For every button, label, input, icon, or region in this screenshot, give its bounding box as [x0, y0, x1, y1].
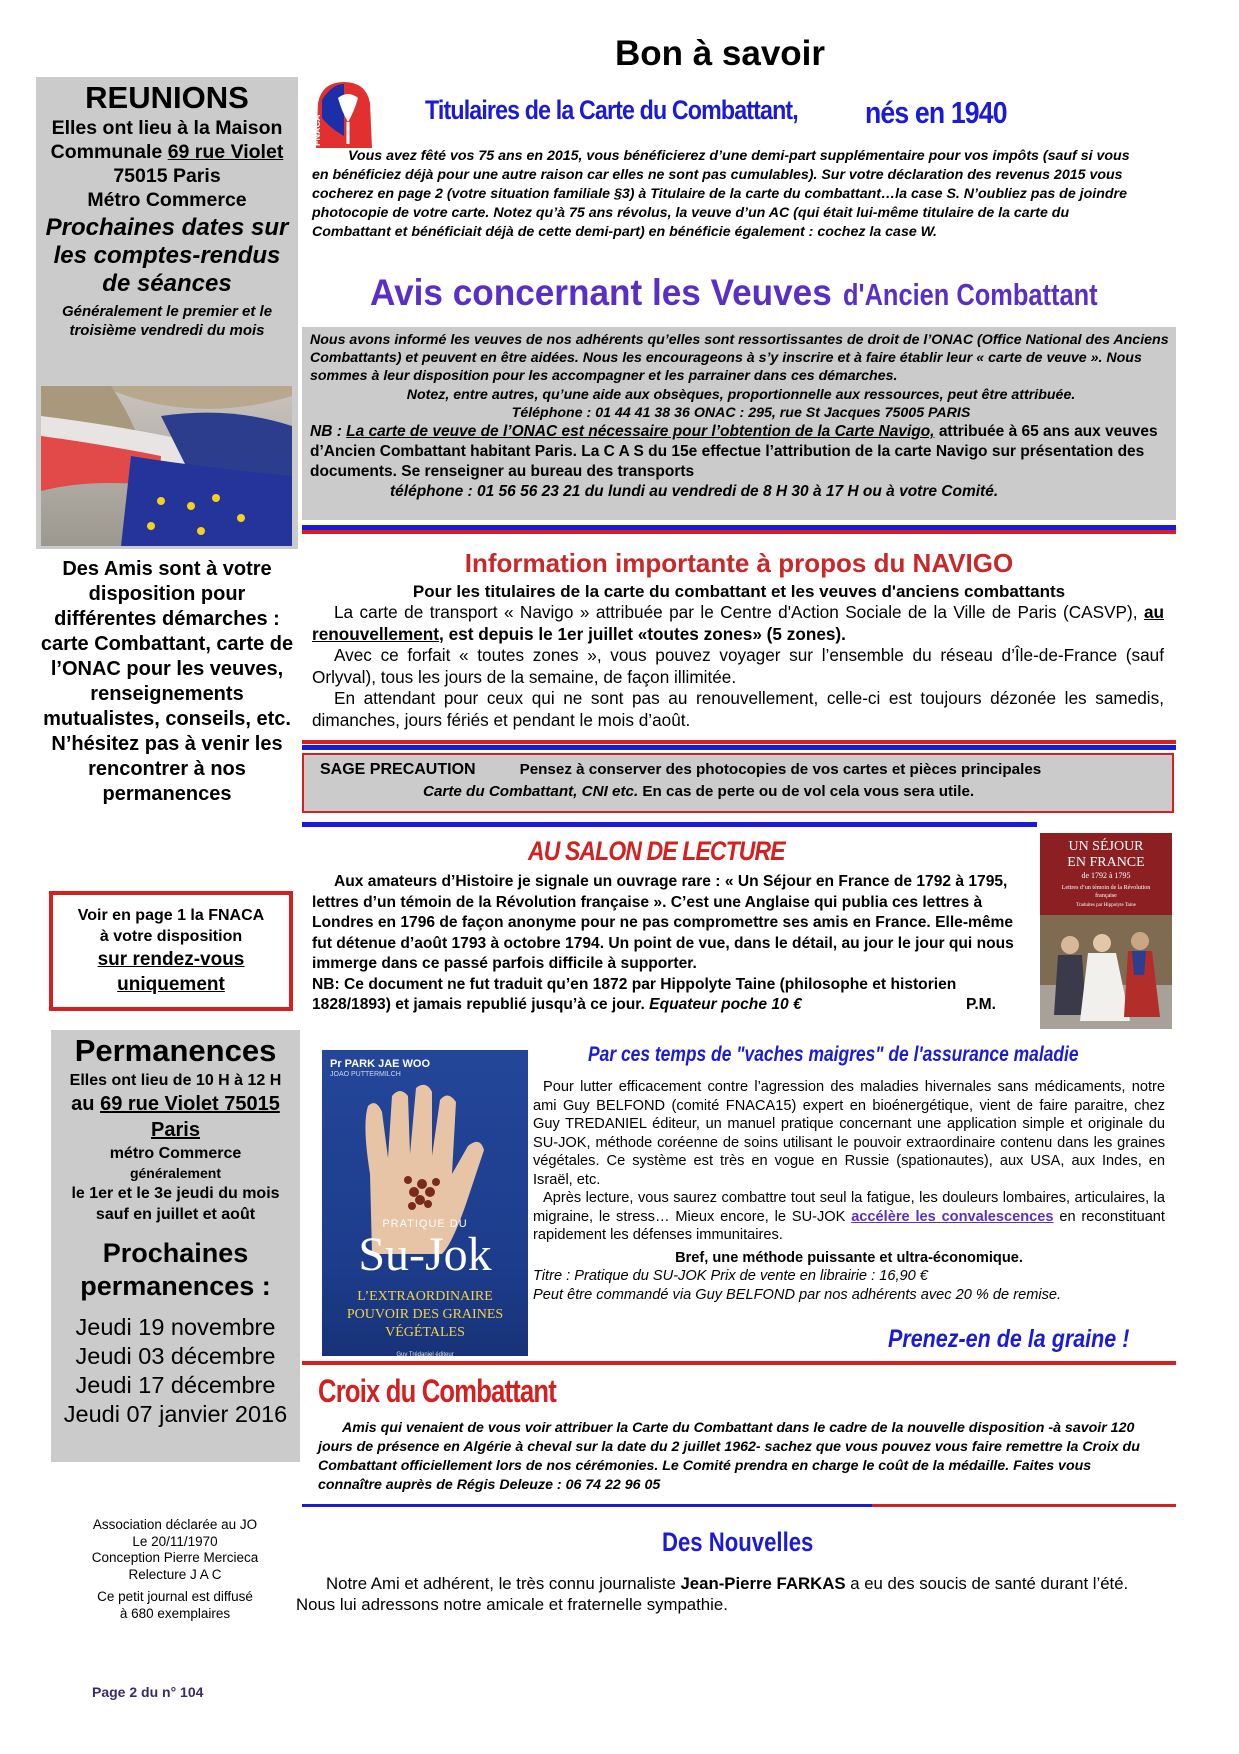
reunions-metro: Métro Commerce: [87, 189, 247, 211]
permanences-title: Permanences: [74, 1033, 277, 1068]
reunions-next-dates: Prochaines dates sur les comptes-rendus de séances: [45, 214, 289, 297]
divider-blue: [302, 822, 1037, 827]
croix-title: Croix du Combattant: [318, 1373, 556, 1409]
nouvelles-body: Notre Ami et adhérent, le très connu journaliste Jean-Pierre FARKAS a eu des soucis de santé durant l’été. Nous lui adressons notre amicale et fraternelle sympathie.: [296, 1574, 1129, 1614]
sujok-title: Par ces temps de "vaches maigres" de l'assurance maladie: [588, 1043, 1079, 1066]
rdv-box: [49, 891, 293, 1011]
rdv-line1: Voir en page 1 la FNACA: [77, 907, 265, 924]
veuves-title-b: d'Ancien Combattant: [842, 277, 1098, 312]
veuves-p3: Téléphone : 01 44 41 38 36 ONAC : 295, rue St Jacques 75005 PARIS: [511, 404, 971, 421]
sujok-p5: Peut être commandé via Guy BELFOND par nos adhérents avec 20 % de remise.: [533, 1286, 1062, 1303]
navigo-body: [312, 602, 1164, 731]
reunions-address: 69 rue Violet: [167, 141, 284, 163]
carte1940-body: Vous avez fêté vos 75 ans en 2015, vous bénéficierez d’une demi-part supplémentaire pour vos impôts (sauf si vous en bénéficiez déjà pour une autre raison car elles ne sont pas cumulables). Sur votre déclaration des revenus 2015 vous cocherez en page 2 (votre situation familiale §3) à Titulaire de la carte du combattant…la case S. N’oubliez pas de joindre photocopie de votre carte. Notez qu’à 75 ans révolus, la veuve d’un AC (qui était lui-même titulaire de la carte du Combattant et bénéficiait déjà de cette demi-part) en bénéficie également : cochez la case W.: [312, 148, 1130, 240]
amis-text: sont à votre disposition pour différentes démarches : carte Combattant, carte de l’ONAC pour les veuves, renseignements mutualistes, conseils, etc.: [40, 558, 294, 730]
divider-blue: [302, 745, 1176, 750]
divider-red: [872, 1504, 1176, 1507]
fnaca-logo: [308, 78, 380, 150]
permanences-line2: au 69 rue Violet 75015 Paris: [71, 1093, 280, 1141]
sage-label: SAGE PRECAUTION: [320, 761, 476, 778]
sage-line2: Carte du Combattant, CNI etc. En cas de perte ou de vol cela vous sera utile.: [423, 783, 975, 800]
navigo-subtitle: Pour les titulaires de la carte du combattant et les veuves d'anciens combattants: [412, 582, 1066, 601]
salon-p1: Aux amateurs d’Histoire je signale un ouvrage rare : « Un Séjour en France de 1792 à 1795, lettres d’un témoin de la Révolution française ». C’est une Anglaise qui publia ces lettres à Londres en 1796 de façon anonyme pour ne pas compromettre ses amis en France. Elle-même fut détenue d’août 1793 à octobre 1794. Un point de vue, dans le détail, au jour le jour qui nous immerge dans ce passé parfois difficile à supporter.: [312, 873, 1014, 972]
permanences-line6: sauf en juillet et août: [95, 1206, 256, 1223]
association-line6: à 680 exemplaires: [119, 1605, 231, 1621]
veuves-nb-bold: La carte de veuve de l’ONAC est nécessaire pour l’obtention de la Carte Navigo,: [346, 423, 935, 441]
book-cover-sejour: [1040, 833, 1172, 1029]
navigo-p1: La carte de transport « Navigo » attribuée par le Centre d'Action Sociale de la Ville de Paris (CASVP), au renouvellement, est depuis le 1er juillet «toutes zones» (5 zones).: [312, 602, 1164, 644]
veuves-p2: Notez, entre autres, qu’une aide aux obsèques, proportionnelle aux ressources, peut être attribuée.: [406, 386, 1076, 403]
nouvelles-title: Des Nouvelles: [662, 1527, 814, 1557]
permanences-dates: [51, 1303, 300, 1429]
book-sujok-author2: JOAO PUTTERMILCH: [330, 1071, 401, 1078]
reunions-content: [36, 80, 298, 340]
reunions-line1: Elles ont lieu à la Maison: [51, 117, 283, 139]
permanences-next-title: Prochaines permanences :: [80, 1238, 271, 1301]
croix-body: Amis qui venaient de vous voir attribuer la Carte du Combattant dans le cadre de la nouvelle disposition -à savoir 120 jours de présence en Algérie à cheval sur la date du 2 juillet 1962- sachez que vous pouvez vous faire remettre la Croix du Combattant officiellement lors de nos cérémonies. Le Comité prendra en charge le coût de la médaille. Faites vous connaître auprès de Régis Deleuze : 06 74 22 96 05: [318, 1420, 1140, 1493]
divider-blue: [302, 1504, 872, 1507]
navigo-title: Information importante à propos du NAVIGO: [464, 548, 1014, 578]
salon-nb: NB: Ce document ne fut traduit qu’en 1872 par Hippolyte Taine (philosophe et historien 1828/1893) et jamais republié jusqu’à ce jour. Equateur poche 10 € P.M.: [312, 975, 1032, 1016]
permanence-date: Jeudi 03 décembre: [75, 1343, 276, 1369]
association-line1: Association déclarée au JO: [92, 1517, 258, 1532]
divider-red: [302, 740, 1176, 744]
book-sujok-author: Pr PARK JAE WOO: [330, 1058, 431, 1070]
book-sujok-name: Su-Jok: [358, 1228, 492, 1281]
association-info: [70, 1517, 280, 1622]
carte1940-title: Titulaires de la Carte du Combattant,: [425, 95, 798, 125]
veuves-p1: Nous avons informé les veuves de nos adhérents qu’elles sont ressortissantes de droit de l’ONAC (Office National des Anciens Combattants) et peuvent en être aidées. Nous les encourageons à s’y inscrire et à faire établir leur « carte de veuve ». Nous sommes à leur disposition pour les accompagner et les parrainer dans ces démarches.: [310, 332, 1169, 385]
nouvelles-name: Jean-Pierre FARKAS: [680, 1574, 846, 1593]
veuves-nb: NB : La carte de veuve de l’ONAC est nécessaire pour l’obtention de la Carte Navigo, attribuée à 65 ans aux veuves d’Ancien Combattant habitant Paris. La C A S du 15e effectue l’attribution de la carte Navigo sur présentation des documents. Se renseigner au bureau des transports: [310, 423, 1158, 481]
book-sejour-title2: EN FRANCE: [1067, 855, 1145, 870]
veuves-title-a: Avis concernant les Veuves: [370, 272, 832, 313]
divider-red: [302, 530, 1176, 534]
veuves-content: [310, 331, 1172, 502]
salon-signature: P.M.: [965, 996, 996, 1013]
permanences-line5: le 1er et le 3e jeudi du mois: [71, 1185, 280, 1202]
divider-red: [302, 1361, 1176, 1365]
svg-text:FNACA: FNACA: [312, 114, 322, 146]
reunions-title: REUNIONS: [85, 80, 249, 115]
fnaca-logo-text: [312, 114, 322, 146]
sujok-slogan: Prenez-en de la graine !: [888, 1325, 1130, 1353]
book-sejour-sub: Lettres d’un témoin de la Révolution française: [1061, 885, 1151, 899]
navigo-p3: En attendant pour ceux qui ne sont pas au renouvellement, celle-ci est toujours dézonée les samedis, dimanches, jours fériés et pendant le mois d’août.: [312, 688, 1164, 730]
association-line2: Le 20/11/1970: [132, 1533, 218, 1549]
sujok-p2: Après lecture, vous saurez combattre tout seul la fatigue, les douleurs lombaires, articulaires, la migraine, le stress… Mieux encore, le SU-JOK accélère les convalescences en reconstituant rapidement les défenses immunitaires.: [533, 1190, 1165, 1243]
carte1940-title-year: nés en 1940: [865, 95, 1007, 130]
amis-lead: Des Amis: [62, 558, 153, 580]
rdv-line3: sur rendez-vous: [97, 949, 245, 970]
reunions-general: Généralement le premier et le troisième vendredi du mois: [61, 303, 273, 339]
permanence-date: Jeudi 07 janvier 2016: [63, 1401, 288, 1427]
amis-text2: N’hésitez pas à venir les rencontrer à nos permanences: [51, 733, 283, 805]
sujok-link: accélère les convalescences: [851, 1208, 1054, 1225]
sage-line1: SAGE PRECAUTION Pensez à conserver des photocopies de vos cartes et pièces principales: [320, 761, 1042, 778]
reunions-line3: 75015 Paris: [113, 165, 221, 187]
book-sejour-years: de 1792 à 1795: [1081, 871, 1131, 880]
book-sujok-pratique: PRATIQUE DU: [382, 1218, 468, 1230]
permanences-content: [51, 1032, 300, 1429]
rdv-line2: à votre disposition: [99, 928, 243, 945]
book-sejour-title1: UN SÉJOUR: [1068, 839, 1144, 854]
book-sujok-publisher: Guy Trédaniel éditeur: [396, 1352, 454, 1356]
navigo-p2: Avec ce forfait « toutes zones », vous pouvez voyager sur l’ensemble du réseau d’Île-de-France (sauf Orlyval), tous les jours de la semaine, de façon illimitée.: [312, 645, 1164, 687]
sujok-p1: Pour lutter efficacement contre l’agression des maladies hivernales sans médicaments, notre ami Guy BELFOND (comité FNACA15) expert en bioénergétique, vient de faire paraitre, chez Guy TREDANIEL éditeur, un manuel pratique concernant une application simple et originale du SU-JOK, méthode coréenne de soins utilisant le pouvoir extraordinaire contenu dans les graines végétales. Ce système est très en vogue en Russie (spationautes), aux USA, aux Indes, en Israël, etc.: [533, 1079, 1165, 1188]
page-number: Page 2 du n° 104: [92, 1684, 204, 1700]
book-cover-sujok: [322, 1050, 528, 1356]
veuves-phone: téléphone : 01 56 56 23 21 du lundi au vendredi de 8 H 30 à 17 H ou à votre Comité.: [390, 483, 999, 501]
permanence-date: Jeudi 19 novembre: [75, 1314, 276, 1340]
amis-block: [36, 557, 298, 807]
permanence-date: Jeudi 17 décembre: [75, 1372, 276, 1398]
salon-body: [312, 872, 1032, 1016]
book-sujok-sub: L’EXTRAORDINAIRE POUVOIR DES GRAINES VÉGÉTALES: [346, 1289, 504, 1340]
association-line4: Relecture J A C: [128, 1566, 222, 1582]
veuves-title: [370, 272, 1153, 314]
sage-precaution-box: [302, 753, 1174, 813]
page-title: Bon à savoir: [614, 34, 826, 73]
arc-flag-photo: [41, 386, 292, 546]
sujok-p4: Titre : Pratique du SU-JOK Prix de vente en librairie : 16,90 €: [533, 1268, 928, 1284]
rdv-line4: uniquement: [117, 974, 225, 995]
salon-title: AU SALON DE LECTURE: [528, 836, 785, 866]
permanences-line4: généralement: [129, 1165, 222, 1181]
reunions-line2: Communale 69 rue Violet: [50, 141, 284, 163]
permanences-address: 69 rue Violet 75015 Paris: [100, 1093, 280, 1141]
permanences-line1: Elles ont lieu de 10 H à 12 H: [69, 1072, 282, 1089]
association-line5: Ce petit journal est diffusé: [97, 1589, 253, 1604]
sujok-body: [533, 1078, 1165, 1304]
permanences-metro: métro Commerce: [109, 1145, 242, 1162]
sujok-p3: Bref, une méthode puissante et ultra-économique.: [675, 1249, 1023, 1266]
association-line3: Conception Pierre Mercieca: [91, 1550, 259, 1565]
book-sejour-trad: Traduites par Hippolyte Taine: [1076, 903, 1136, 908]
